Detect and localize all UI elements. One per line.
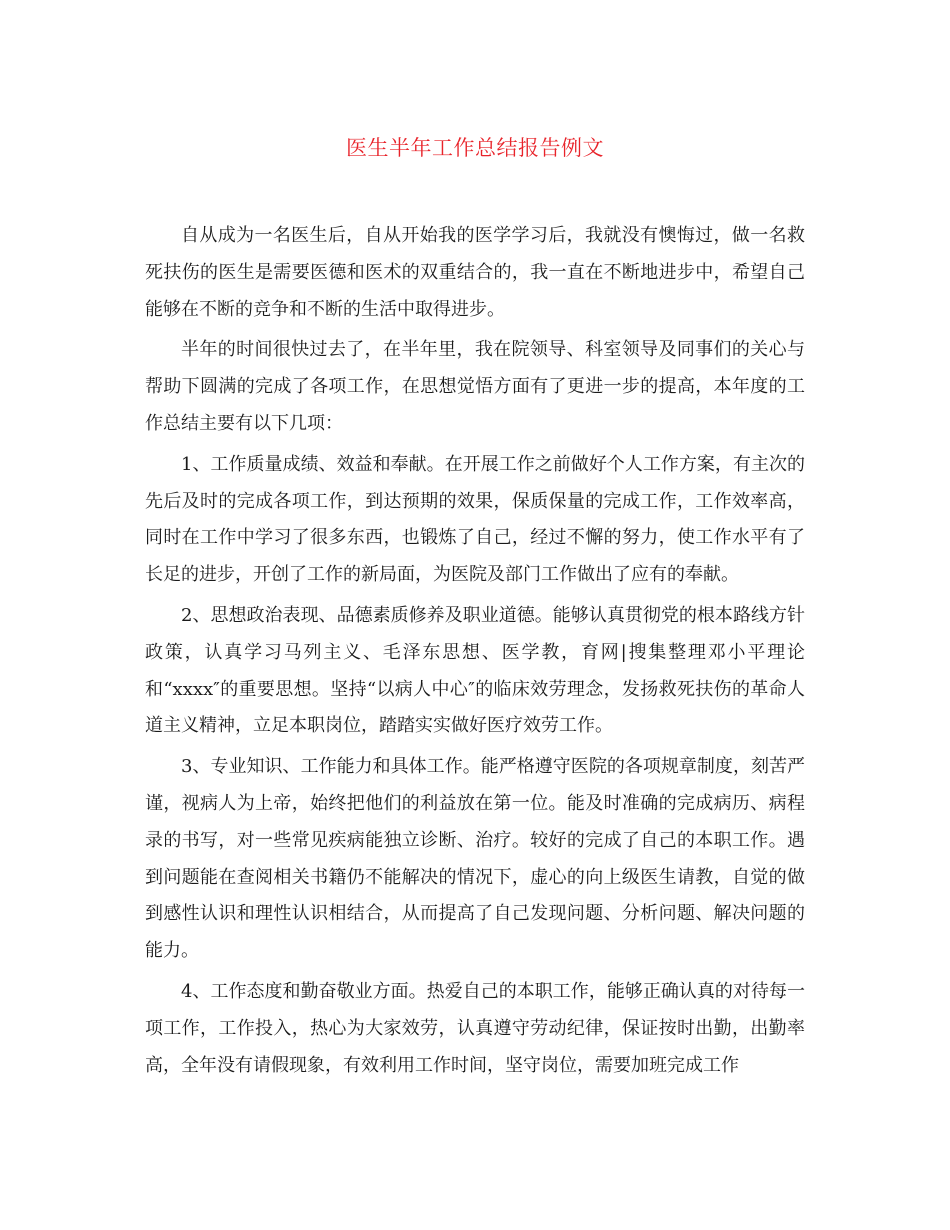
paragraph-item-3: 3、专业知识、工作能力和具体工作。能严格遵守医院的各项规章制度，刻苦严谨，视病人为上帝，始终把他们的利益放在第一位。能及时准确的完成病历、病程录的书写，对一些常见疾病能独立诊断、治疗。较好的完成了自己的本职工作。遇到问题能在查阅相关书籍仍不能解决的情况下，虚心的向上级医生请教，自觉的做到感性认识和理性认识相结合，从而提高了自己发现问题、分析问题、解决问题的能力。 xyxy=(145,756,805,962)
paragraph-item-1: 1、工作质量成绩、效益和奉献。在开展工作之前做好个人工作方案，有主次的先后及时的完成各项工作，到达预期的效果，保质保量的完成工作，工作效率高，同时在工作中学习了很多东西，也锻炼了自己，经过不懈的努力，使工作水平有了长足的进步，开创了工作的新局面，为医院及部门工作做出了应有的奉献。 xyxy=(145,453,805,586)
paragraph-item-2: 2、思想政治表现、品德素质修养及职业道德。能够认真贯彻党的根本路线方针政策，认真学习马列主义、毛泽东思想、医学教，育网|搜集整理邓小平理论和“xxxx″的重要思想。坚持“以病人中心″的临床效劳理念，发扬救死扶伤的革命人道主义精神，立足本职岗位，踏踏实实做好医疗效劳工作。 xyxy=(145,604,805,737)
document-body xyxy=(145,218,805,1088)
paragraph-intro: 自从成为一名医生后，自从开始我的医学学习后，我就没有懊悔过，做一名救死扶伤的医生是需要医德和医术的双重结合的，我一直在不断地进步中，希望自己能够在不断的竞争和不断的生活中取得进步。 xyxy=(145,225,805,320)
paragraph-overview: 半年的时间很快过去了，在半年里，我在院领导、科室领导及同事们的关心与帮助下圆满的完成了各项工作，在思想觉悟方面有了更进一步的提高，本年度的工作总结主要有以下几项： xyxy=(145,339,805,434)
document-title: 医生半年工作总结报告例文 xyxy=(346,136,604,160)
paragraph-item-4: 4、工作态度和勤奋敬业方面。热爱自己的本职工作，能够正确认真的对待每一项工作，工作投入，热心为大家效劳，认真遵守劳动纪律，保证按时出勤，出勤率高，全年没有请假现象，有效利用工作时间，坚守岗位，需要加班完成工作 xyxy=(145,980,805,1076)
